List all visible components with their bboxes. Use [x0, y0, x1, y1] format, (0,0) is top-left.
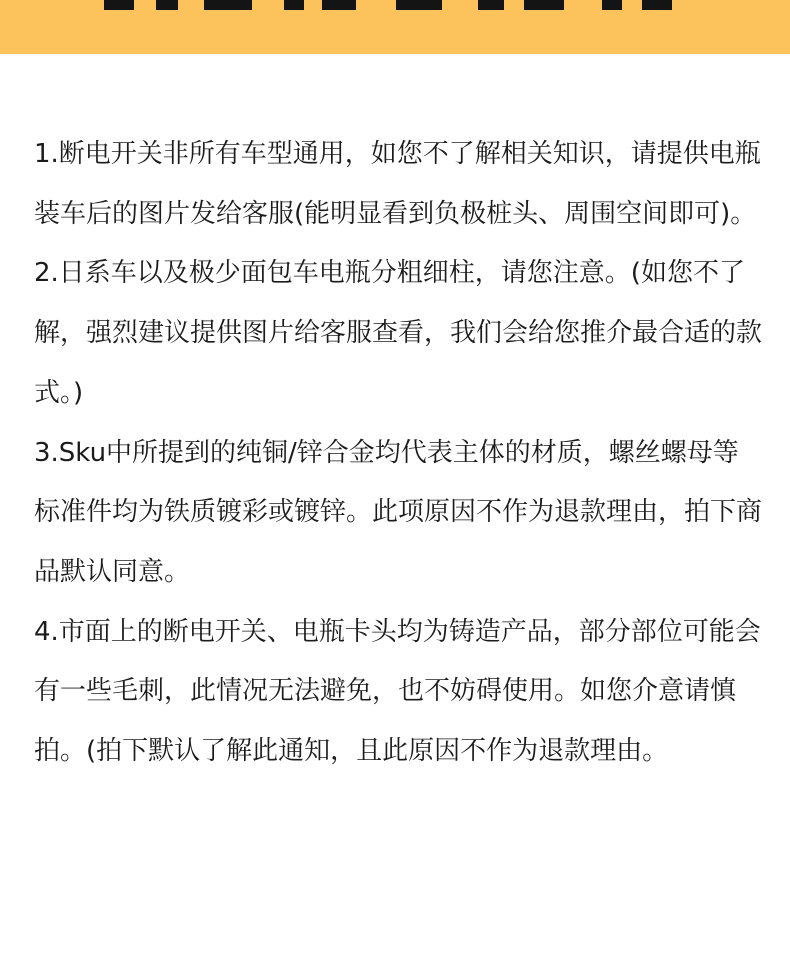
header-banner [0, 0, 790, 54]
notice-item-4: 4.市面上的断电开关、电瓶卡头均为铸造产品，部分部位可能会有一些毛刺，此情况无法避免，也不妨碍使用。如您介意请慎拍。(拍下默认了解此通知，且此原因不作为退款理由。 [34, 616, 761, 767]
notice-item-3: 3.Sku中所提到的纯铜/锌合金均代表主体的材质，螺丝螺母等标准件均为铁质镀彩或镀锌。此项原因不作为退款理由，拍下商品默认同意。 [34, 437, 763, 587]
cropped-heading-glyphs [96, 0, 696, 16]
notice-item-2: 2.日系车以及极少面包车电瓶分粗细柱，请您注意。(如您不了解，强烈建议提供图片给客服查看，我们会给您推介最合适的款式。) [34, 258, 763, 408]
notice-item-1: 1.断电开关非所有车型通用，如您不了解相关知识，请提供电瓶装车后的图片发给客服(能明显看到负极桩头、周围空间即可)。 [34, 139, 761, 229]
notice-body [34, 125, 764, 782]
